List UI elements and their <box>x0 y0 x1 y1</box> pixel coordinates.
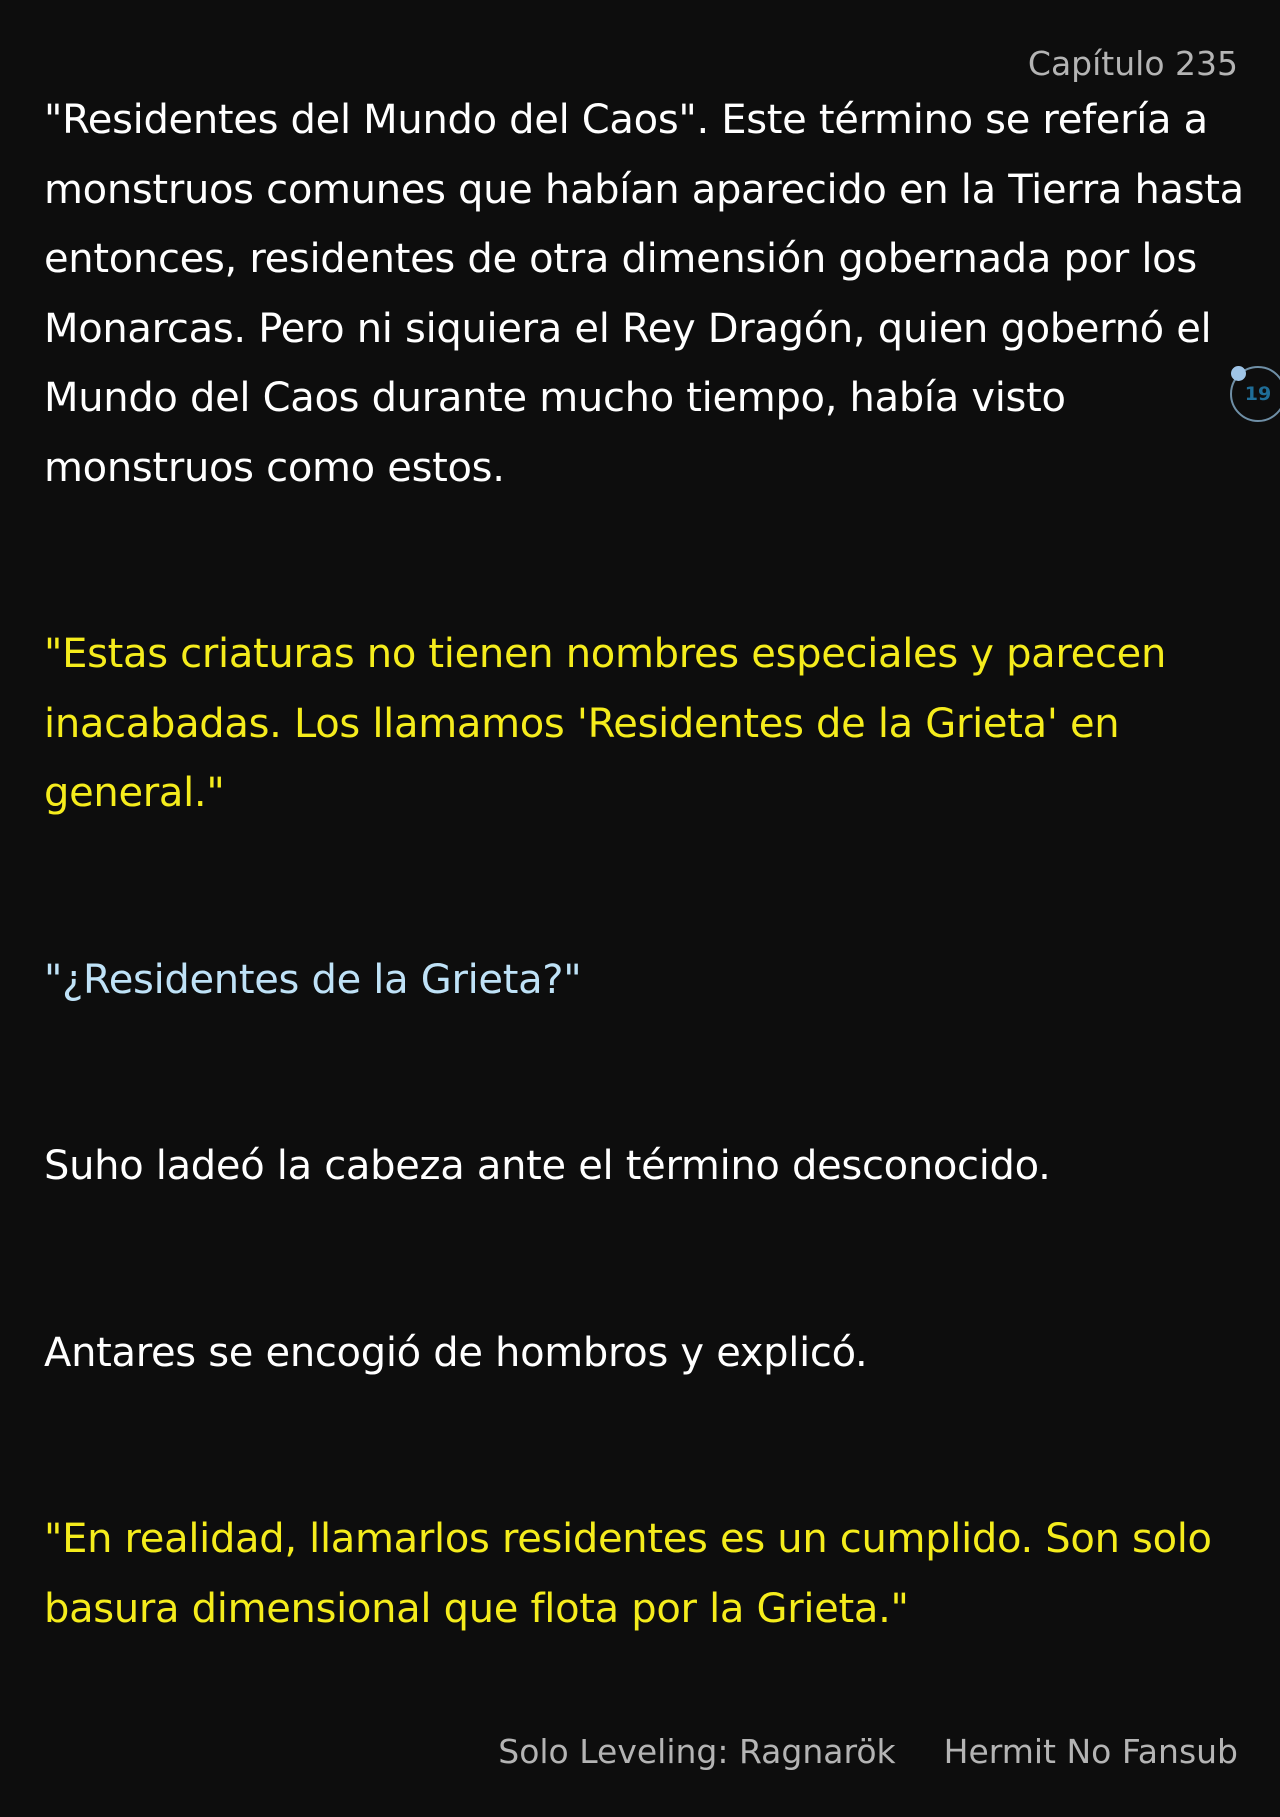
progress-dot-icon <box>1231 366 1246 381</box>
paragraph-narration: "Residentes del Mundo del Caos". Este término se refería a monstruos comunes que habían aparecido en la Tierra hasta entonces, residentes de otra dimensión gobernada por los Monarcas. Pero ni siquiera el Rey Dragón, quien gobernó el Mundo del Caos durante mucho tiempo, había visto monstruos como estos. <box>44 97 1244 491</box>
progress-label: 19 <box>1244 383 1272 405</box>
paragraph-narration: Antares se encogió de hombros y explicó. <box>44 1329 868 1376</box>
paragraph-dialogue-suho: "¿Residentes de la Grieta?" <box>44 956 582 1003</box>
chapter-label: Capítulo 235 <box>1027 44 1238 83</box>
paragraph-dialogue-antares: "Estas criaturas no tienen nombres especiales y parecen inacabadas. Los llamamos 'Residentes de la Grieta' en general." <box>44 631 1167 816</box>
reader-text <box>44 86 1244 1644</box>
translator-credit: Hermit No Fansub <box>943 1732 1238 1771</box>
paragraph-narration: Suho ladeó la cabeza ante el término desconocido. <box>44 1143 1051 1189</box>
paragraph-dialogue-antares: "En realidad, llamarlos residentes es un cumplido. Son solo basura dimensional que flota por la Grieta." <box>44 1516 1212 1632</box>
footer <box>498 1732 1238 1771</box>
book-title: Solo Leveling: Ragnarök <box>498 1732 896 1771</box>
